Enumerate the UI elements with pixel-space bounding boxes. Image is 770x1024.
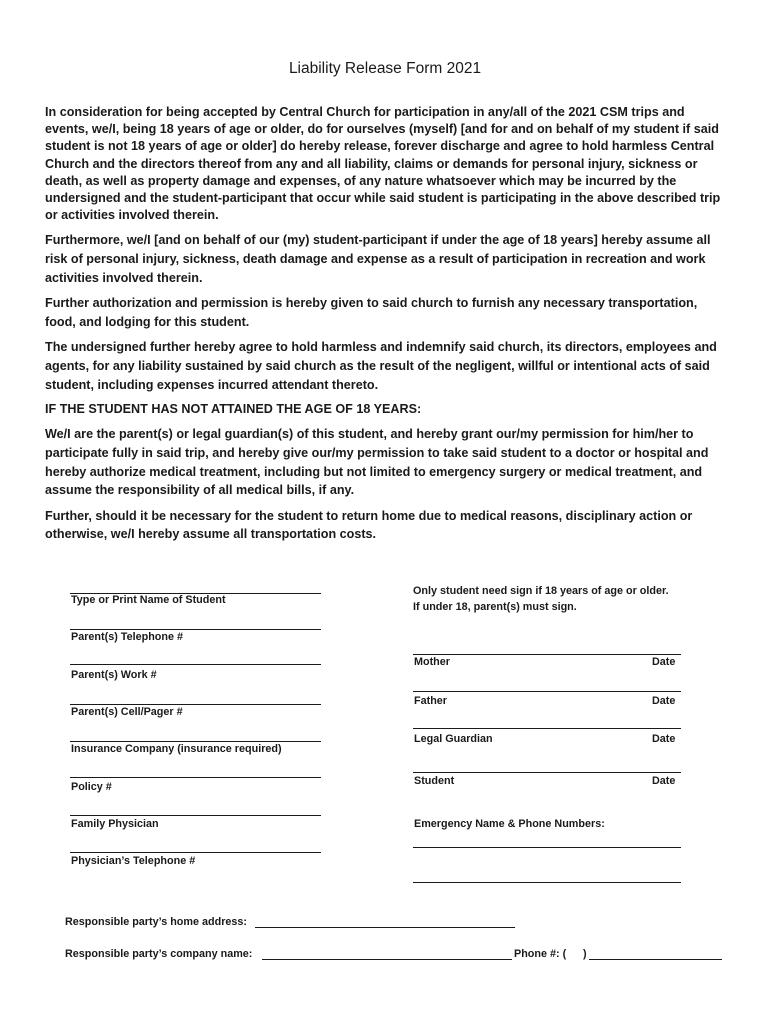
physician-label: Family Physician [71, 818, 159, 830]
phone-label: Phone #: ( [514, 948, 567, 960]
emergency-label: Emergency Name & Phone Numbers: [414, 818, 605, 830]
parent-telephone-label: Parent(s) Telephone # [71, 631, 183, 643]
student-label: Student [414, 775, 455, 787]
paragraph-assume-risk: Furthermore, we/I [and on behalf of our (my) student-participant if under the age of 18 years] hereby assume all risk of personal injury, sickness, death damage and expense as a result of participation in recreation and work activities involved therein. [45, 233, 711, 285]
signature-note [413, 584, 669, 615]
insurance-label: Insurance Company (insurance required) [71, 743, 282, 755]
policy-label: Policy # [71, 781, 112, 793]
student-signature-line[interactable] [413, 772, 681, 773]
form-title: Liability Release Form 2021 [288, 60, 482, 77]
paragraph-indemnify: The undersigned further hereby agree to hold harmless and indemnify said church, its directors, employees and agents, for any liability sustained by said church as the result of the negligent, willful or intentional acts of said student, including expenses incurred attendant thereto. [45, 340, 717, 392]
signature-note-line2: If under 18, parent(s) must sign. [413, 600, 577, 613]
guardian-date-label: Date [652, 733, 676, 745]
home-address-label: Responsible party’s home address: [65, 916, 248, 928]
student-name-label: Type or Print Name of Student [71, 594, 226, 606]
home-address-line[interactable] [255, 927, 515, 928]
physician-line[interactable] [70, 815, 321, 816]
parent-work-label: Parent(s) Work # [71, 669, 157, 681]
signature-note-line1: Only student need sign if 18 years of age or older. [413, 585, 669, 597]
heading-under-18: IF THE STUDENT HAS NOT ATTAINED THE AGE OF 18 YEARS: [45, 402, 422, 417]
paragraph-parent-permission: We/I are the parent(s) or legal guardian(s) of this student, and hereby grant our/my permission for him/her to participate fully in said trip, and hereby give our/my permission to take said student to a doctor or hospital and hereby authorize medical treatment, including but not limited to emergency surgery or medical treatment, and assume the responsibility of all medical bills, if any. [45, 427, 709, 498]
father-label: Father [414, 695, 447, 707]
parent-work-line[interactable] [70, 664, 321, 665]
emergency-line-1[interactable] [413, 847, 681, 848]
insurance-line[interactable] [70, 741, 321, 742]
mother-label: Mother [414, 656, 450, 668]
phone-line[interactable] [589, 959, 722, 960]
company-name-line[interactable] [262, 959, 512, 960]
paragraph-authorization: Further authorization and permission is hereby given to said church to furnish any necessary transportation, food, and lodging for this student. [45, 296, 698, 329]
parent-cell-line[interactable] [70, 704, 321, 705]
emergency-line-2[interactable] [413, 882, 681, 883]
parent-telephone-line[interactable] [70, 629, 321, 630]
physician-phone-label: Physician’s Telephone # [71, 855, 196, 867]
parent-cell-label: Parent(s) Cell/Pager # [71, 706, 183, 718]
guardian-signature-line[interactable] [413, 728, 681, 729]
physician-phone-line[interactable] [70, 852, 321, 853]
phone-close-paren: ) [583, 948, 587, 960]
mother-signature-line[interactable] [413, 654, 681, 655]
father-date-label: Date [652, 695, 676, 707]
company-name-label: Responsible party’s company name: [65, 948, 253, 960]
mother-date-label: Date [652, 656, 676, 668]
form-body [45, 104, 730, 551]
guardian-label: Legal Guardian [414, 733, 493, 745]
paragraph-transportation-costs: Further, should it be necessary for the student to return home due to medical reasons, disciplinary action or otherwise, we/I hereby assume all transportation costs. [45, 508, 693, 542]
student-date-label: Date [652, 775, 676, 787]
father-signature-line[interactable] [413, 691, 681, 692]
policy-line[interactable] [70, 777, 321, 778]
paragraph-release: In consideration for being accepted by Central Church for participation in any/all of the 2021 CSM trips and events, we/I, being 18 years of age or older, do for ourselves (myself) [and for and on behalf of my student if said student is not 18 years of age or older] do hereby release, forever discharge and agree to hold harmless Central Church and the directors thereof from any and all liability, claims or demands for personal injury, sickness or death, as well as property damage and expenses, of any nature whatsoever which may be incurred by the undersigned and the student-participant that occur while said student is participating in the above described trip or activities involved therein. [45, 105, 721, 223]
